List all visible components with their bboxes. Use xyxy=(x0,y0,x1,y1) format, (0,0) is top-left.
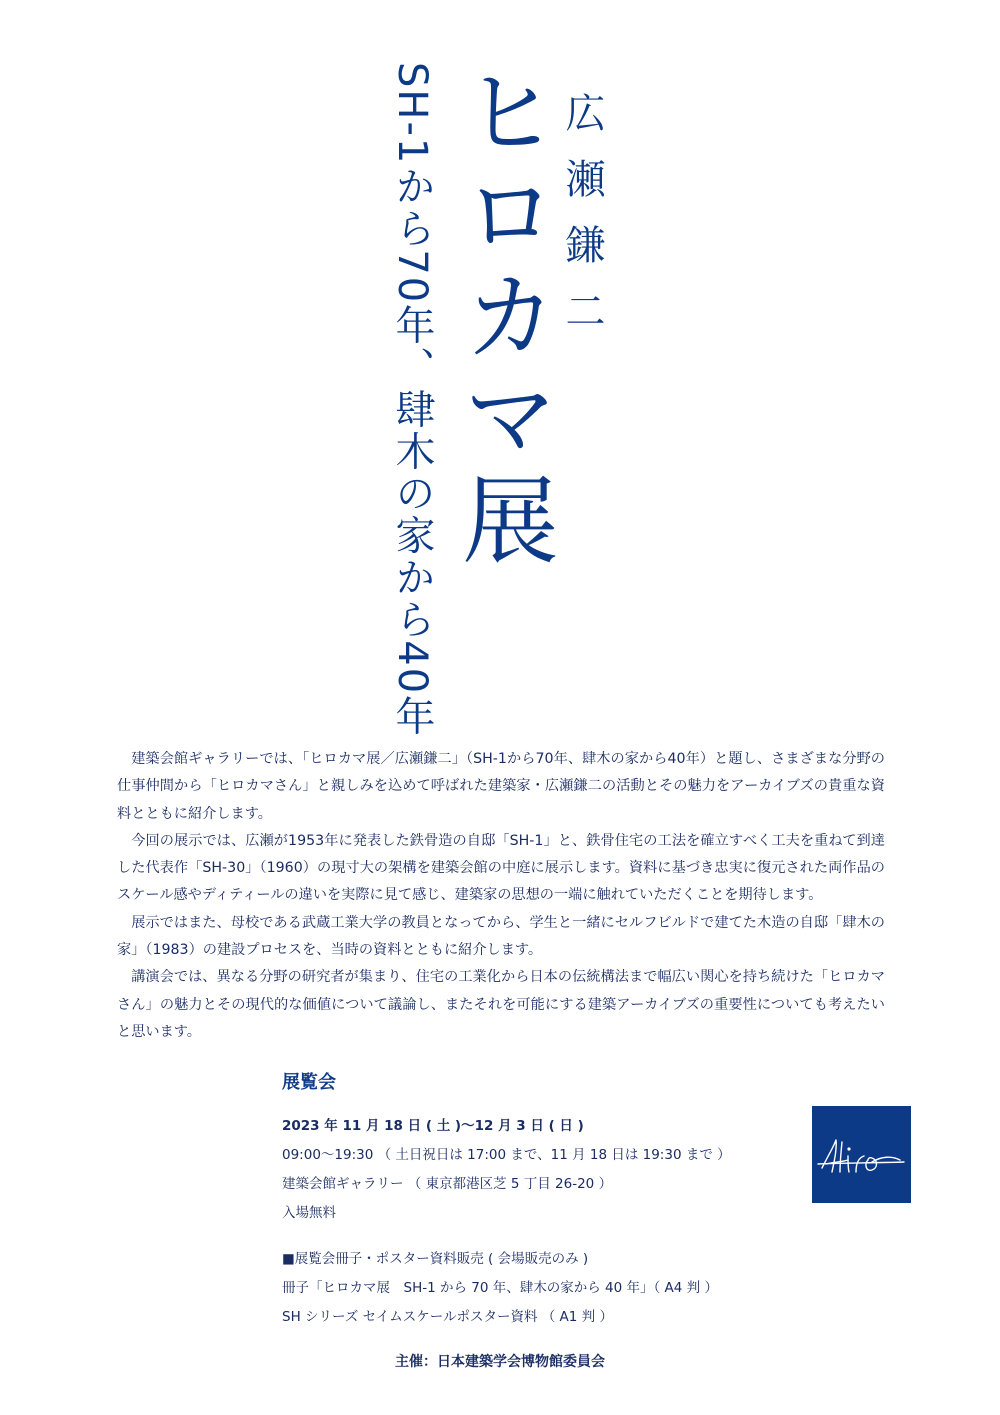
organizer: 主催：日本建築学会博物館委員会 xyxy=(395,1354,605,1370)
intro-paragraph: 今回の展示では、広瀬が1953年に発表した鉄骨造の自邸「SH-1」と、鉄骨住宅の工法を確立すべく工夫を重ねて到達した代表作「SH-30」（1960）の現寸大の架構を建築会館の中庭に展示します。資料に基づき忠実に復元された両作品のスケール感やディティールの違いを実際に見て感じ、建築家の思想の一端に触れていただくことを期待します。 xyxy=(117,832,885,904)
subtitle: SH-1から70年、肆木の家から40年 xyxy=(389,62,435,738)
booklet-item: 冊子「ヒロカマ展 SH-1 から 70 年、肆木の家から 40 年」（ A4 判 ） xyxy=(282,1280,718,1296)
exhibition-hours: 09:00～19:30 （ 土日祝日は 17:00 まで、11 月 18 日は 19:30 まで ） xyxy=(282,1147,731,1163)
signature-logo xyxy=(812,1106,911,1203)
signature-icon xyxy=(812,1106,911,1203)
exhibition-dates: 2023 年 11 月 18 日 ( 土 )～12 月 3 日 ( 日 ) xyxy=(282,1118,584,1134)
exhibition-admission: 入場無料 xyxy=(282,1205,336,1221)
author-name: 広瀬鎌二 xyxy=(559,92,605,356)
intro-paragraph: 建築会館ギャラリーでは、「ヒロカマ展／広瀬鎌二」（SH-1から70年、肆木の家から40年）と題し、さまざまな分野の仕事仲間から「ヒロカマさん」と親しみを込めて呼ばれた建築家・広瀬鎌二の活動とその魅力をアーカイブズの貴重な資料とともに紹介します。 xyxy=(117,751,885,822)
intro-text xyxy=(117,746,885,1046)
poster-material-item: SH シリーズ セイムスケールポスター資料 （ A1 判 ） xyxy=(282,1309,613,1325)
sales-heading: ■展覧会冊子・ポスター資料販売 ( 会場販売のみ ) xyxy=(282,1251,589,1267)
exhibition-info xyxy=(282,1068,762,1332)
main-title: ヒロカマ展 xyxy=(447,62,559,572)
exhibition-venue: 建築会館ギャラリー （ 東京都港区芝 5 丁目 26-20 ） xyxy=(282,1176,613,1192)
exhibition-heading: 展覧会 xyxy=(282,1072,336,1093)
intro-paragraph: 講演会では、異なる分野の研究者が集まり、住宅の工業化から日本の伝統構法まで幅広い関心を持ち続けた「ヒロカマさん」の魅力とその現代的な価値について議論し、またそれを可能にする建築アーカイブズの重要性についても考えたいと思います。 xyxy=(117,969,885,1040)
intro-paragraph: 展示ではまた、母校である武蔵工業大学の教員となってから、学生と一緒にセルフビルドで建てた木造の自邸「肆木の家」（1983）の建設プロセスを、当時の資料とともに紹介します。 xyxy=(117,914,885,959)
spacer xyxy=(282,1228,762,1245)
